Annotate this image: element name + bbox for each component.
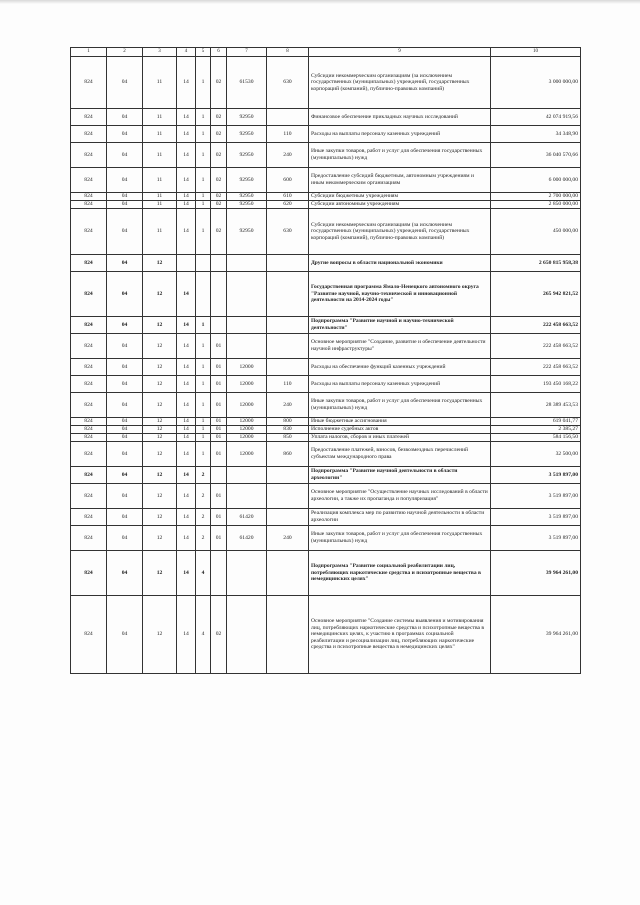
code-cell: 61420 xyxy=(227,509,267,526)
code-cell xyxy=(227,596,267,674)
code-cell: 620 xyxy=(267,201,309,209)
code-cell: 01 xyxy=(211,442,227,467)
code-cell: 1 xyxy=(196,109,211,126)
code-cell xyxy=(267,484,309,509)
code-cell: 92950 xyxy=(227,193,267,201)
code-cell: 01 xyxy=(211,484,227,509)
code-cell: 824 xyxy=(71,596,107,674)
table-row xyxy=(71,209,581,255)
code-cell: 1 xyxy=(196,193,211,201)
table-row xyxy=(71,393,581,418)
description-cell: Предоставление субсидий бюджетным, автономным учреждениям и иным некоммерческим организациям xyxy=(309,168,491,193)
description-cell: Основное мероприятие "Создание системы выявления и мотивирования лиц, потребляющих наркотические средства и психотропные вещества в немедицинских целях, к участию в программах социальной реабилитации и ресоциализации лиц, потребляющих наркотические средства и психотропные вещества в немедицинских целях" xyxy=(309,596,491,674)
code-cell xyxy=(267,334,309,359)
code-cell: 14 xyxy=(177,596,196,674)
amount-cell: 3 000 000,00 xyxy=(491,57,581,109)
amount-cell: 2 850 000,00 xyxy=(491,201,581,209)
code-cell: 12 xyxy=(143,442,177,467)
code-cell: 14 xyxy=(177,317,196,334)
code-cell: 14 xyxy=(177,376,196,393)
code-cell: 824 xyxy=(71,193,107,201)
code-cell: 12 xyxy=(143,434,177,442)
code-cell: 824 xyxy=(71,168,107,193)
code-cell: 04 xyxy=(107,426,143,434)
table-row xyxy=(71,526,581,551)
code-cell: 14 xyxy=(177,526,196,551)
description-cell: Основное мероприятие "Осуществление научных исследований в области археологии, а также их пропаганда и популяризация" xyxy=(309,484,491,509)
code-cell: 824 xyxy=(71,57,107,109)
code-cell: 14 xyxy=(177,426,196,434)
column-header: 5 xyxy=(196,48,211,57)
code-cell: 14 xyxy=(177,168,196,193)
code-cell: 110 xyxy=(267,376,309,393)
code-cell xyxy=(211,551,227,596)
code-cell: 824 xyxy=(71,426,107,434)
code-cell: 11 xyxy=(143,109,177,126)
code-cell: 04 xyxy=(107,126,143,143)
scan-edge xyxy=(0,0,640,4)
column-number-row xyxy=(71,48,581,57)
code-cell: 1 xyxy=(196,434,211,442)
code-cell: 02 xyxy=(211,168,227,193)
code-cell: 12 xyxy=(143,317,177,334)
table-row xyxy=(71,193,581,201)
code-cell: 01 xyxy=(211,334,227,359)
code-cell: 824 xyxy=(71,484,107,509)
code-cell: 2 xyxy=(196,467,211,484)
code-cell: 14 xyxy=(177,334,196,359)
code-cell: 02 xyxy=(211,193,227,201)
table-row xyxy=(71,467,581,484)
code-cell xyxy=(211,272,227,317)
code-cell: 01 xyxy=(211,509,227,526)
code-cell: 02 xyxy=(211,143,227,168)
table-row xyxy=(71,596,581,674)
code-cell xyxy=(211,317,227,334)
amount-cell: 28 389 453,53 xyxy=(491,393,581,418)
code-cell: 12 xyxy=(143,551,177,596)
code-cell: 12 xyxy=(143,484,177,509)
code-cell: 1 xyxy=(196,126,211,143)
description-cell: Финансовое обеспечение прикладных научных исследований xyxy=(309,109,491,126)
code-cell xyxy=(196,272,211,317)
code-cell: 92950 xyxy=(227,126,267,143)
amount-cell: 222 458 663,52 xyxy=(491,334,581,359)
table-row xyxy=(71,272,581,317)
code-cell: 04 xyxy=(107,272,143,317)
code-cell: 02 xyxy=(211,126,227,143)
code-cell: 02 xyxy=(211,57,227,109)
amount-cell: 2 700 000,00 xyxy=(491,193,581,201)
code-cell: 04 xyxy=(107,551,143,596)
amount-cell: 3 519 897,00 xyxy=(491,509,581,526)
code-cell: 824 xyxy=(71,143,107,168)
code-cell: 14 xyxy=(177,359,196,376)
code-cell: 1 xyxy=(196,143,211,168)
description-cell: Субсидии бюджетным учреждениям xyxy=(309,193,491,201)
code-cell: 824 xyxy=(71,272,107,317)
code-cell: 1 xyxy=(196,57,211,109)
code-cell xyxy=(227,334,267,359)
code-cell xyxy=(227,317,267,334)
code-cell: 824 xyxy=(71,201,107,209)
code-cell: 630 xyxy=(267,209,309,255)
code-cell: 01 xyxy=(211,418,227,426)
code-cell: 824 xyxy=(71,317,107,334)
table-row xyxy=(71,168,581,193)
code-cell xyxy=(267,255,309,272)
code-cell: 12 xyxy=(143,418,177,426)
code-cell: 824 xyxy=(71,393,107,418)
code-cell: 11 xyxy=(143,193,177,201)
code-cell: 01 xyxy=(211,526,227,551)
code-cell: 1 xyxy=(196,376,211,393)
description-cell: Подпрограмма "Развитие научной деятельности в области археологии" xyxy=(309,467,491,484)
code-cell: 04 xyxy=(107,255,143,272)
table-row xyxy=(71,376,581,393)
code-cell: 2 xyxy=(196,509,211,526)
code-cell: 92950 xyxy=(227,201,267,209)
table-row xyxy=(71,509,581,526)
code-cell: 11 xyxy=(143,126,177,143)
table-body xyxy=(71,57,581,674)
code-cell xyxy=(227,272,267,317)
code-cell: 1 xyxy=(196,168,211,193)
code-cell: 02 xyxy=(211,201,227,209)
code-cell: 14 xyxy=(177,57,196,109)
code-cell: 1 xyxy=(196,393,211,418)
description-cell: Исполнение судебных актов xyxy=(309,426,491,434)
code-cell: 04 xyxy=(107,467,143,484)
table-row xyxy=(71,143,581,168)
amount-cell: 39 964 261,00 xyxy=(491,551,581,596)
code-cell: 824 xyxy=(71,255,107,272)
column-header: 4 xyxy=(177,48,196,57)
table-row xyxy=(71,442,581,467)
description-cell: Субсидии некоммерческим организациям (за исключением государственных (муниципальных) учреждений, государственных корпораций (компаний), публично-правовых компаний) xyxy=(309,209,491,255)
table-row xyxy=(71,109,581,126)
code-cell: 02 xyxy=(211,596,227,674)
code-cell xyxy=(227,484,267,509)
amount-cell: 265 942 821,52 xyxy=(491,272,581,317)
code-cell: 824 xyxy=(71,509,107,526)
code-cell: 14 xyxy=(177,418,196,426)
code-cell xyxy=(267,317,309,334)
code-cell xyxy=(227,551,267,596)
table-row xyxy=(71,359,581,376)
code-cell: 824 xyxy=(71,359,107,376)
amount-cell: 2 385,27 xyxy=(491,426,581,434)
code-cell: 04 xyxy=(107,317,143,334)
code-cell: 824 xyxy=(71,434,107,442)
code-cell: 12000 xyxy=(227,426,267,434)
code-cell: 14 xyxy=(177,209,196,255)
code-cell: 12 xyxy=(143,376,177,393)
code-cell: 61420 xyxy=(227,526,267,551)
code-cell: 824 xyxy=(71,209,107,255)
code-cell: 824 xyxy=(71,334,107,359)
code-cell: 12 xyxy=(143,272,177,317)
code-cell: 92950 xyxy=(227,109,267,126)
amount-cell: 193 450 168,22 xyxy=(491,376,581,393)
code-cell: 850 xyxy=(267,434,309,442)
code-cell: 4 xyxy=(196,596,211,674)
code-cell: 04 xyxy=(107,434,143,442)
column-header: 10 xyxy=(491,48,581,57)
column-header: 7 xyxy=(227,48,267,57)
code-cell: 14 xyxy=(177,109,196,126)
code-cell: 04 xyxy=(107,334,143,359)
budget-table xyxy=(70,47,581,674)
code-cell xyxy=(227,467,267,484)
code-cell: 240 xyxy=(267,393,309,418)
code-cell: 1 xyxy=(196,426,211,434)
table-row xyxy=(71,201,581,209)
description-cell: Иные закупки товаров, работ и услуг для обеспечения государственных (муниципальных) нужд xyxy=(309,526,491,551)
code-cell: 14 xyxy=(177,467,196,484)
code-cell: 04 xyxy=(107,168,143,193)
code-cell: 824 xyxy=(71,109,107,126)
code-cell: 92950 xyxy=(227,143,267,168)
amount-cell: 34 348,90 xyxy=(491,126,581,143)
column-header: 6 xyxy=(211,48,227,57)
description-cell: Подпрограмма "Развитие научной и научно-технической деятельности" xyxy=(309,317,491,334)
code-cell: 1 xyxy=(196,201,211,209)
column-header: 9 xyxy=(309,48,491,57)
description-cell: Подпрограмма "Развитие социальной реабилитации лиц, потребляющих наркотические средства и психотропные вещества в немедицинских целях" xyxy=(309,551,491,596)
column-header: 2 xyxy=(107,48,143,57)
code-cell: 4 xyxy=(196,551,211,596)
code-cell: 1 xyxy=(196,442,211,467)
code-cell: 12 xyxy=(143,526,177,551)
description-cell: Расходы на выплаты персоналу казенных учреждений xyxy=(309,126,491,143)
code-cell: 12000 xyxy=(227,442,267,467)
description-cell: Расходы на обеспечение функций казенных учреждений xyxy=(309,359,491,376)
code-cell: 14 xyxy=(177,272,196,317)
code-cell: 1 xyxy=(196,334,211,359)
code-cell: 04 xyxy=(107,442,143,467)
description-cell: Другие вопросы в области национальной экономики xyxy=(309,255,491,272)
description-cell: Государственная программа Ямало-Ненецкого автономного округа "Развитие научной, научно-технической и инновационной деятельности на 2014-2024 годы" xyxy=(309,272,491,317)
amount-cell: 3 519 897,00 xyxy=(491,526,581,551)
code-cell: 824 xyxy=(71,418,107,426)
code-cell: 824 xyxy=(71,467,107,484)
code-cell: 92950 xyxy=(227,168,267,193)
code-cell: 2 xyxy=(196,484,211,509)
code-cell: 14 xyxy=(177,484,196,509)
amount-cell: 36 040 570,66 xyxy=(491,143,581,168)
table-row xyxy=(71,418,581,426)
code-cell: 830 xyxy=(267,426,309,434)
column-header: 1 xyxy=(71,48,107,57)
table-row xyxy=(71,426,581,434)
code-cell: 824 xyxy=(71,526,107,551)
table-row xyxy=(71,255,581,272)
amount-cell: 39 964 261,00 xyxy=(491,596,581,674)
code-cell: 12 xyxy=(143,334,177,359)
code-cell: 14 xyxy=(177,393,196,418)
description-cell: Иные бюджетные ассигнования xyxy=(309,418,491,426)
code-cell: 04 xyxy=(107,376,143,393)
code-cell: 12 xyxy=(143,359,177,376)
code-cell: 12 xyxy=(143,467,177,484)
code-cell: 04 xyxy=(107,359,143,376)
code-cell: 600 xyxy=(267,168,309,193)
code-cell: 14 xyxy=(177,143,196,168)
code-cell: 240 xyxy=(267,526,309,551)
code-cell: 824 xyxy=(71,126,107,143)
code-cell: 14 xyxy=(177,193,196,201)
code-cell: 2 xyxy=(196,526,211,551)
code-cell: 824 xyxy=(71,551,107,596)
table-row xyxy=(71,126,581,143)
amount-cell: 3 519 897,00 xyxy=(491,484,581,509)
amount-cell: 222 458 663,52 xyxy=(491,359,581,376)
description-cell: Реализация комплекса мер по развитию научной деятельности в области археологии xyxy=(309,509,491,526)
code-cell: 12 xyxy=(143,509,177,526)
description-cell: Субсидии некоммерческим организациям (за исключением государственных (муниципальных) учреждений, государственных корпораций (компаний), публично-правовых компаний) xyxy=(309,57,491,109)
code-cell xyxy=(267,467,309,484)
code-cell: 04 xyxy=(107,193,143,201)
code-cell: 12 xyxy=(143,426,177,434)
code-cell: 04 xyxy=(107,526,143,551)
code-cell: 61530 xyxy=(227,57,267,109)
code-cell: 14 xyxy=(177,434,196,442)
code-cell: 11 xyxy=(143,168,177,193)
code-cell: 04 xyxy=(107,596,143,674)
code-cell: 12000 xyxy=(227,434,267,442)
code-cell: 01 xyxy=(211,426,227,434)
code-cell xyxy=(177,255,196,272)
table-row xyxy=(71,317,581,334)
code-cell: 02 xyxy=(211,209,227,255)
code-cell: 800 xyxy=(267,418,309,426)
code-cell: 14 xyxy=(177,551,196,596)
code-cell: 824 xyxy=(71,376,107,393)
code-cell: 11 xyxy=(143,209,177,255)
code-cell: 12 xyxy=(143,596,177,674)
amount-cell: 6 000 000,00 xyxy=(491,168,581,193)
code-cell: 11 xyxy=(143,201,177,209)
code-cell: 01 xyxy=(211,393,227,418)
column-header: 8 xyxy=(267,48,309,57)
code-cell: 610 xyxy=(267,193,309,201)
code-cell: 92950 xyxy=(227,209,267,255)
description-cell: Предоставление платежей, взносов, безвозмездных перечислений субъектам международного права xyxy=(309,442,491,467)
code-cell xyxy=(267,359,309,376)
code-cell: 04 xyxy=(107,201,143,209)
code-cell: 04 xyxy=(107,109,143,126)
code-cell: 12000 xyxy=(227,418,267,426)
description-cell: Субсидии автономным учреждениям xyxy=(309,201,491,209)
code-cell: 1 xyxy=(196,317,211,334)
code-cell: 12 xyxy=(143,393,177,418)
description-cell: Иные закупки товаров, работ и услуг для обеспечения государственных (муниципальных) нужд xyxy=(309,393,491,418)
code-cell: 04 xyxy=(107,57,143,109)
code-cell xyxy=(267,509,309,526)
code-cell: 11 xyxy=(143,57,177,109)
code-cell: 12000 xyxy=(227,359,267,376)
description-cell: Основное мероприятие "Создание, развитие и обеспечение деятельности научной инфраструктуры" xyxy=(309,334,491,359)
code-cell: 1 xyxy=(196,359,211,376)
code-cell: 14 xyxy=(177,126,196,143)
code-cell: 12000 xyxy=(227,393,267,418)
code-cell: 14 xyxy=(177,201,196,209)
code-cell xyxy=(211,467,227,484)
code-cell: 1 xyxy=(196,209,211,255)
code-cell: 04 xyxy=(107,393,143,418)
code-cell xyxy=(227,255,267,272)
code-cell xyxy=(267,551,309,596)
amount-cell: 222 458 663,52 xyxy=(491,317,581,334)
code-cell xyxy=(196,255,211,272)
description-cell: Иные закупки товаров, работ и услуг для обеспечения государственных (муниципальных) нужд xyxy=(309,143,491,168)
code-cell: 824 xyxy=(71,442,107,467)
amount-cell: 619 041,77 xyxy=(491,418,581,426)
amount-cell: 42 074 919,56 xyxy=(491,109,581,126)
amount-cell: 2 650 815 958,38 xyxy=(491,255,581,272)
code-cell: 04 xyxy=(107,418,143,426)
code-cell: 04 xyxy=(107,484,143,509)
code-cell: 860 xyxy=(267,442,309,467)
code-cell: 110 xyxy=(267,126,309,143)
column-header: 3 xyxy=(143,48,177,57)
amount-cell: 3 519 897,00 xyxy=(491,467,581,484)
code-cell: 01 xyxy=(211,359,227,376)
table-row xyxy=(71,334,581,359)
table-row xyxy=(71,57,581,109)
code-cell: 240 xyxy=(267,143,309,168)
code-cell: 02 xyxy=(211,109,227,126)
amount-cell: 32 500,00 xyxy=(491,442,581,467)
code-cell xyxy=(267,596,309,674)
table-row xyxy=(71,484,581,509)
code-cell: 04 xyxy=(107,209,143,255)
code-cell xyxy=(211,255,227,272)
code-cell: 04 xyxy=(107,509,143,526)
code-cell xyxy=(267,272,309,317)
code-cell: 01 xyxy=(211,376,227,393)
table-row xyxy=(71,434,581,442)
code-cell: 14 xyxy=(177,442,196,467)
code-cell: 630 xyxy=(267,57,309,109)
amount-cell: 584 156,50 xyxy=(491,434,581,442)
amount-cell: 450 000,00 xyxy=(491,209,581,255)
description-cell: Расходы на выплаты персоналу казенных учреждений xyxy=(309,376,491,393)
table-row xyxy=(71,551,581,596)
code-cell: 04 xyxy=(107,143,143,168)
code-cell: 12 xyxy=(143,255,177,272)
code-cell xyxy=(267,109,309,126)
code-cell: 14 xyxy=(177,509,196,526)
code-cell: 11 xyxy=(143,143,177,168)
code-cell: 12000 xyxy=(227,376,267,393)
code-cell: 01 xyxy=(211,434,227,442)
description-cell: Уплата налогов, сборов и иных платежей xyxy=(309,434,491,442)
code-cell: 1 xyxy=(196,418,211,426)
